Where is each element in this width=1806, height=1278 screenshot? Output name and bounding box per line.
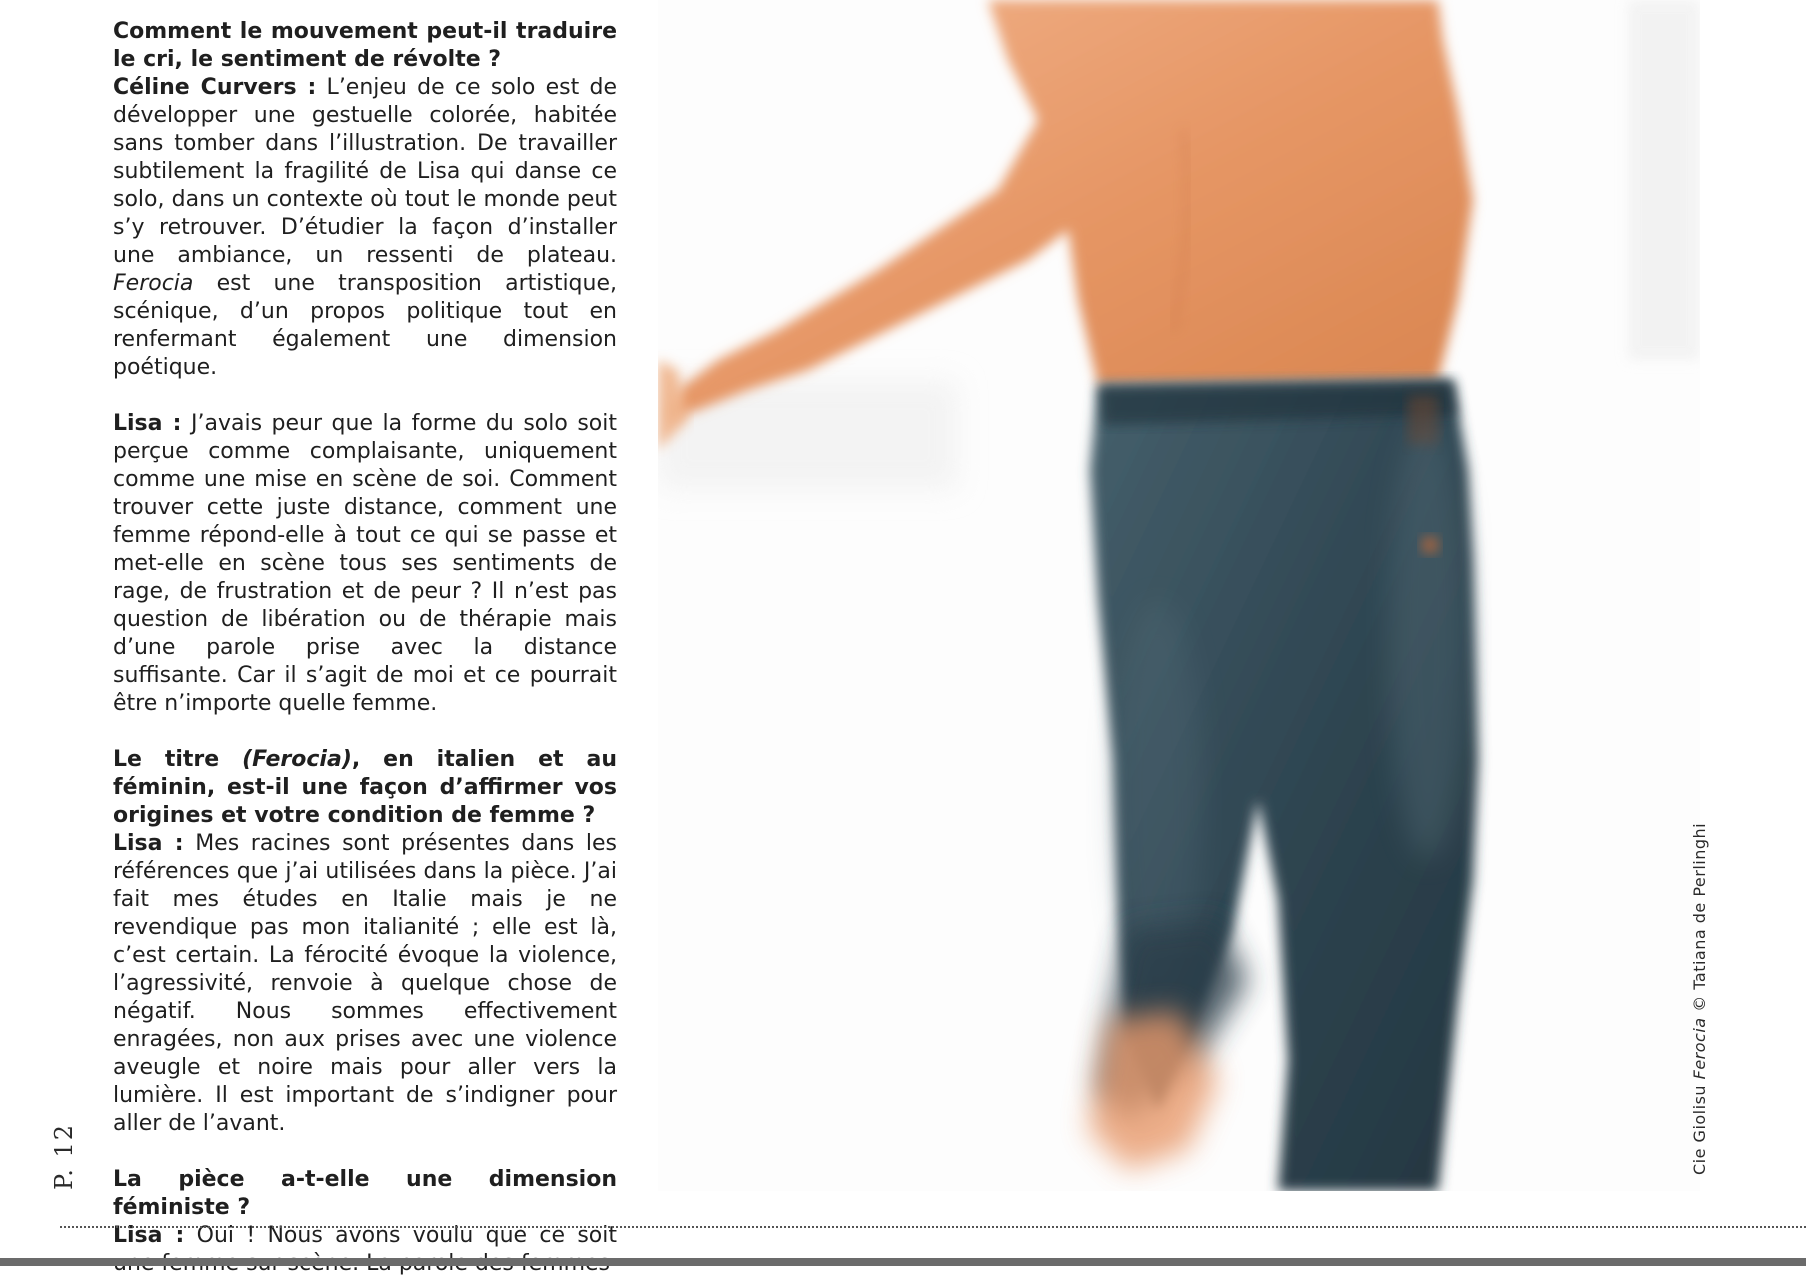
dancer-photo-drawing: [658, 0, 1700, 1191]
question-2-part-1: Le titre: [113, 747, 243, 772]
dancer-photo: [658, 0, 1700, 1191]
answer-1-part-1: L’enjeu de ce solo est de développer une gestuelle colorée, habitée sans tomber dans l’illustration. De travailler subtilement la fragilité de Lisa qui danse ce solo, dans un contexte où tout le monde peut s’y retrouver. D’étudier la façon d’installer une ambiance, un ressenti de plateau.: [113, 75, 617, 268]
article-text-column: [113, 18, 617, 1278]
dotted-footer-rule: [60, 1226, 1806, 1228]
question-3: La pièce a-t-elle une dimension féministe ?: [113, 1167, 617, 1220]
qa-block-1: [113, 18, 617, 382]
speaker-lisa: Lisa :: [113, 831, 184, 856]
answer-1-title-italic: Ferocia: [113, 271, 194, 296]
question-2-title-italic: (Ferocia): [242, 747, 352, 772]
qa-block-3: [113, 746, 617, 1138]
photo-credit: [1690, 823, 1709, 1175]
answer-4: Oui ! Nous avons voulu que ce soit: [196, 1223, 617, 1248]
answer-2: J’avais peur que la forme du solo soit perçue comme complaisante, uniquement comme une mise en scène de soi. Comment trouver cette juste distance, comment une femme répond-elle à tout ce qui se passe et met-elle en scène tous ses sentiments de rage, de frustration et de peur ? Il n’est pas question de libération ou de thérapie mais d’une parole prise avec la distance suffisante. Car il s’agit de moi et ce pourrait être n’importe quelle femme.: [113, 411, 617, 716]
qa-block-2: [113, 410, 617, 718]
speaker-lisa: Lisa :: [113, 411, 182, 436]
photo-credit-title-italic: Ferocia: [1690, 1017, 1709, 1080]
speaker-lisa: Lisa :: [113, 1223, 185, 1248]
question-2-part-2: , en italien et au féminin, est-il une façon d’affirmer vos origines et votre condition de femme ?: [113, 747, 617, 828]
photo-credit-part-2: © Tatiana de Perlinghi: [1690, 822, 1709, 1018]
answer-3: Mes racines sont présentes dans les références que j’ai utilisées dans la pièce. J’ai fait mes études en Italie mais je ne revendique pas mon italianité ; elle est là, c’est certain. La férocité évoque la violence, l’agressivité, renvoie à quelque chose de négatif. Nous sommes effectivement enragées, non aux prises avec une violence aveugle et noire mais pour aller vers la lumière. Il est important de s’indigner pour aller de l’avant.: [113, 831, 617, 1136]
question-1: Comment le mouvement peut-il traduire le cri, le sentiment de révolte ?: [113, 19, 617, 72]
answer-1-part-2: est une transposition artistique, scénique, d’un propos politique tout en renfermant également une dimension poétique.: [113, 271, 617, 380]
page-number: P. 12: [50, 1122, 78, 1190]
question-2: [113, 746, 617, 830]
photo-credit-part-1: Cie Giolisu: [1690, 1079, 1709, 1175]
bottom-edge-strip: [0, 1258, 1806, 1266]
speaker-celine-curvers: Céline Curvers :: [113, 75, 317, 100]
